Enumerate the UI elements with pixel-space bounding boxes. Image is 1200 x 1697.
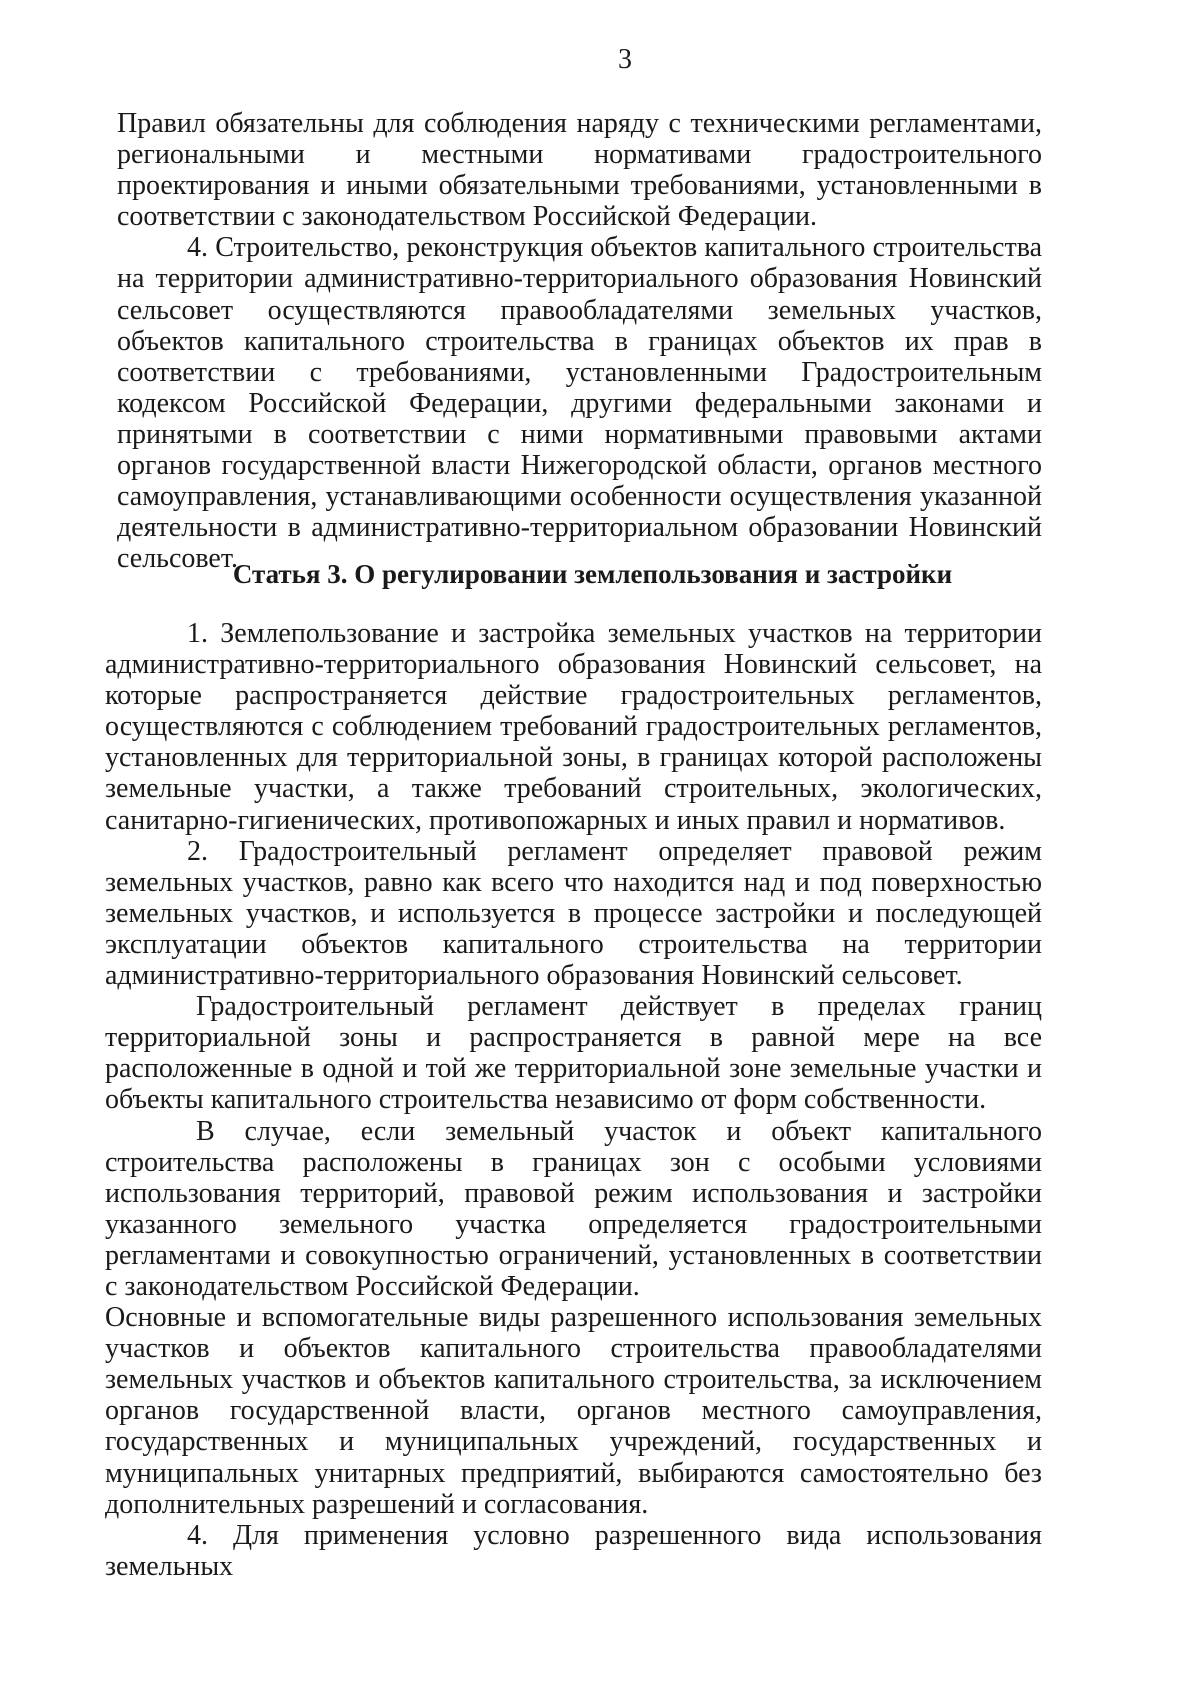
article-paragraph-3: Основные и вспомогательные виды разрешенного использования земельных участков и объектов капитального строительства правообладателями земельных участков и объектов капитального строительства, за исключением органов государственной власти, органов местного самоуправления, государственных и муниципальных учреждений, государственных и муниципальных унитарных предприятий, выбираются самостоятельно без дополнительных разрешений и согласования. bbox=[105, 1302, 1042, 1520]
page-number: 3 bbox=[618, 44, 632, 75]
article-title: Статья 3. О регулировании землепользования и застройки bbox=[232, 559, 953, 589]
article-paragraph-2c: В случае, если земельный участок и объект капитального строительства расположены в границах зон с особыми условиями использования территорий, правовой режим использования и застройки указанного земельного участка определяется градостроительными регламентами и совокупностью ограничений, установленных в соответствии с законодательством Российской Федерации. bbox=[105, 1115, 1042, 1302]
paragraph-continuation: Правил обязательны для соблюдения наряду с техническими регламентами, региональными и местными нормативами градостроительного проектирования и иными обязательными требованиями, установленными в соответствии с законодательством Российской Федерации. bbox=[117, 108, 1042, 233]
top-section bbox=[117, 108, 1042, 574]
article-body bbox=[105, 618, 1042, 1582]
paragraph-4-construction: 4. Строительство, реконструкция объектов капитального строительства на территории административно-территориального образования Новинский сельсовет осуществляются правообладателями земельных участков, объектов капитального строительства в границах объектов их прав в соответствии с требованиями, установленными Градостроительным кодексом Российской Федерации, другими федеральными законами и принятыми в соответствии с ними нормативными правовыми актами органов государственной власти Нижегородской области, органов местного самоуправления, устанавливающими особенности осуществления указанной деятельности в административно-территориальном образовании Новинский сельсовет. bbox=[117, 232, 1042, 575]
article-paragraph-2b: Градостроительный регламент действует в пределах границ территориальной зоны и распространяется в равной мере на все расположенные в одной и той же территориальной зоне земельные участки и объекты капитального строительства независимо от форм собственности. bbox=[105, 991, 1042, 1116]
article-paragraph-2: 2. Градостроительный регламент определяет правовой режим земельных участков, равно как всего что находится над и под поверхностью земельных участков, и используется в процессе застройки и последующей эксплуатации объектов капитального строительства на территории административно-территориального образования Новинский сельсовет. bbox=[105, 835, 1042, 992]
article-paragraph-1: 1. Землепользование и застройка земельных участков на территории административно-территориального образования Новинский сельсовет, на которые распространяется действие градостроительных регламентов, осуществляются с соблюдением требований градостроительных регламентов, установленных для территориальной зоны, в границах которой расположены земельные участки, а также требований строительных, экологических, санитарно-гигиенических, противопожарных и иных правил и нормативов. bbox=[105, 618, 1042, 836]
article-paragraph-4: 4. Для применения условно разрешенного вида использования земельных bbox=[105, 1519, 1042, 1582]
